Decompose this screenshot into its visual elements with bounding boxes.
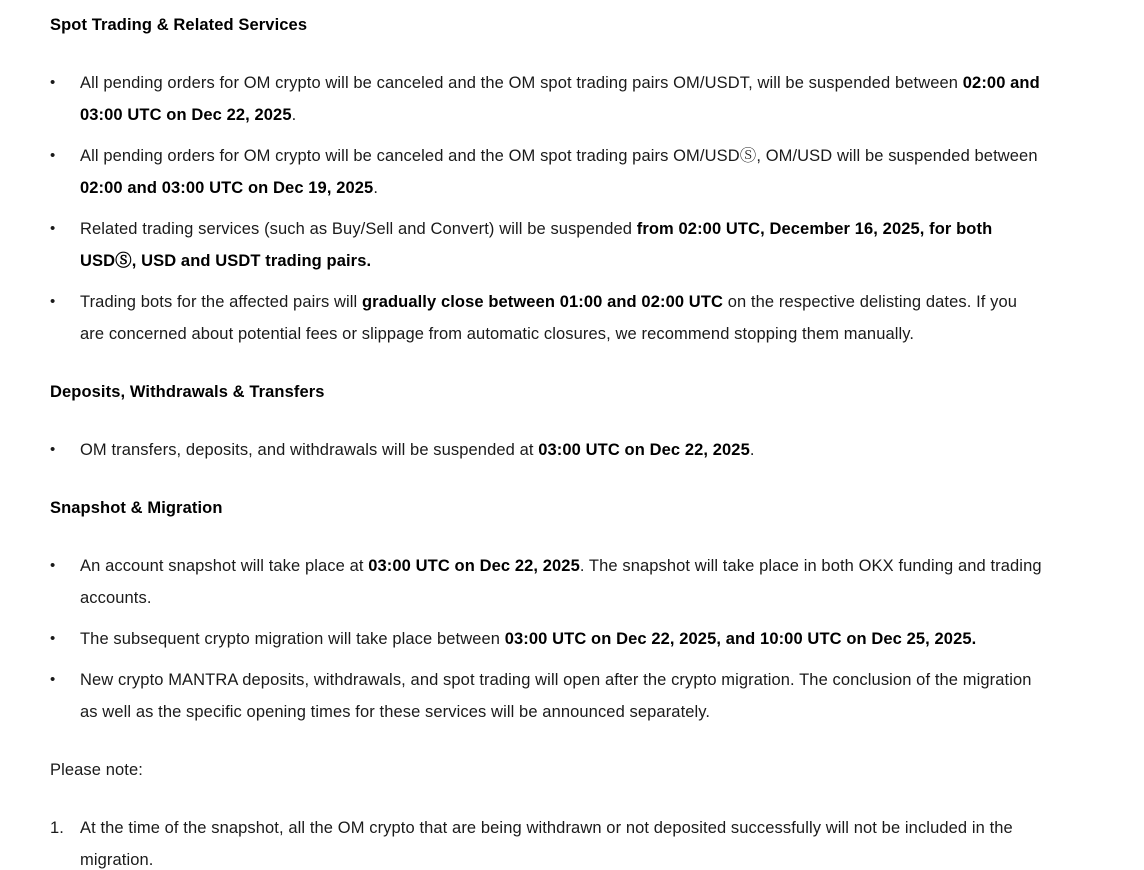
text-segment: . [291, 106, 297, 124]
bullet-marker: • [50, 74, 56, 91]
please-note-label: Please note: [50, 761, 143, 779]
section-heading-snapshot-migration: Snapshot & Migration [50, 499, 223, 517]
text-segment: All pending orders for OM crypto will be canceled and the OM spot trading pairs OM/USDT, will be suspended between [80, 74, 963, 92]
list-item [50, 286, 1044, 350]
numbered-list-please-note [50, 812, 1044, 870]
list-item [50, 213, 1044, 277]
text-segment: . [373, 179, 378, 197]
bullet-marker: • [50, 671, 56, 688]
bullet-marker: • [50, 220, 56, 237]
list-item [50, 140, 1044, 204]
bullet-marker: • [50, 293, 56, 310]
list-item [50, 812, 1044, 870]
text-segment-bold: 03:00 UTC on Dec 22, 2025 [538, 441, 750, 459]
text-segment: New crypto MANTRA deposits, withdrawals, and spot trading will open after the crypto migration. The conclusion of the migration as well as the specific opening times for these services will be announced separately. [80, 671, 1032, 721]
section-please-note [50, 754, 1044, 870]
section-snapshot-migration [50, 492, 1044, 728]
list-item-text [80, 819, 1013, 869]
list-item [50, 664, 1044, 728]
bullet-marker: • [50, 147, 56, 164]
list-item [50, 434, 1044, 466]
section-heading-deposits-withdrawals: Deposits, Withdrawals & Transfers [50, 383, 325, 401]
text-segment-bold: 02:00 and 03:00 UTC on Dec 19, 2025 [80, 179, 374, 197]
text-segment-bold: 02:00 and 03:00 UTC on Dec 22, 2025 [80, 74, 1040, 124]
text-segment-bold: 03:00 UTC on Dec 22, 2025 [368, 557, 580, 575]
bullet-marker: • [50, 441, 56, 458]
bullet-list-deposits-withdrawals [50, 434, 1044, 466]
list-item-text [80, 441, 755, 459]
bullet-list-snapshot-migration [50, 550, 1044, 728]
list-item-text [80, 630, 976, 648]
text-segment: . The snapshot will take place in both OKX funding and trading accounts. [80, 557, 1042, 607]
text-segment: All pending orders for OM crypto will be canceled and the OM spot trading pairs OM/USDⓈ, OM/USD will be suspended between [80, 147, 1038, 165]
text-segment: OM transfers, deposits, and withdrawals will be suspended at [80, 441, 539, 459]
section-deposits-withdrawals [50, 376, 1044, 466]
section-spot-trading [50, 9, 1044, 350]
list-item [50, 67, 1044, 131]
section-heading-spot-trading: Spot Trading & Related Services [50, 16, 308, 34]
text-segment: An account snapshot will take place at [80, 557, 369, 575]
list-item-text [80, 293, 1017, 343]
list-item-text [80, 671, 1032, 721]
text-segment: Related trading services (such as Buy/Sell and Convert) will be suspended [80, 220, 637, 238]
text-segment: Trading bots for the affected pairs will [80, 293, 362, 311]
number-marker: 1. [50, 819, 64, 837]
bullet-marker: • [50, 630, 56, 647]
text-segment-bold: gradually close between 01:00 and 02:00 UTC [362, 293, 724, 311]
list-item [50, 550, 1044, 614]
bullet-marker: • [50, 557, 56, 574]
list-item-text [80, 557, 1042, 607]
text-segment: At the time of the snapshot, all the OM crypto that are being withdrawn or not deposited successfully will not be included in the migration. [80, 819, 1013, 869]
text-segment: on the respective delisting dates. If you are concerned about potential fees or slippage from automatic closures, we recommend stopping them manually. [80, 293, 1018, 343]
text-segment: . [749, 441, 755, 459]
text-segment-bold: 03:00 UTC on Dec 22, 2025, and 10:00 UTC on Dec 25, 2025. [504, 630, 977, 648]
list-item-text [80, 220, 992, 270]
bullet-list-spot-trading [50, 67, 1044, 350]
list-item-text [80, 74, 1040, 124]
text-segment: The subsequent crypto migration will take place between [80, 630, 505, 648]
text-segment-bold: from 02:00 UTC, December 16, 2025, for both USDⓈ, USD and USDT trading pairs. [80, 220, 993, 270]
list-item [50, 623, 1044, 655]
list-item-text [80, 147, 1038, 197]
